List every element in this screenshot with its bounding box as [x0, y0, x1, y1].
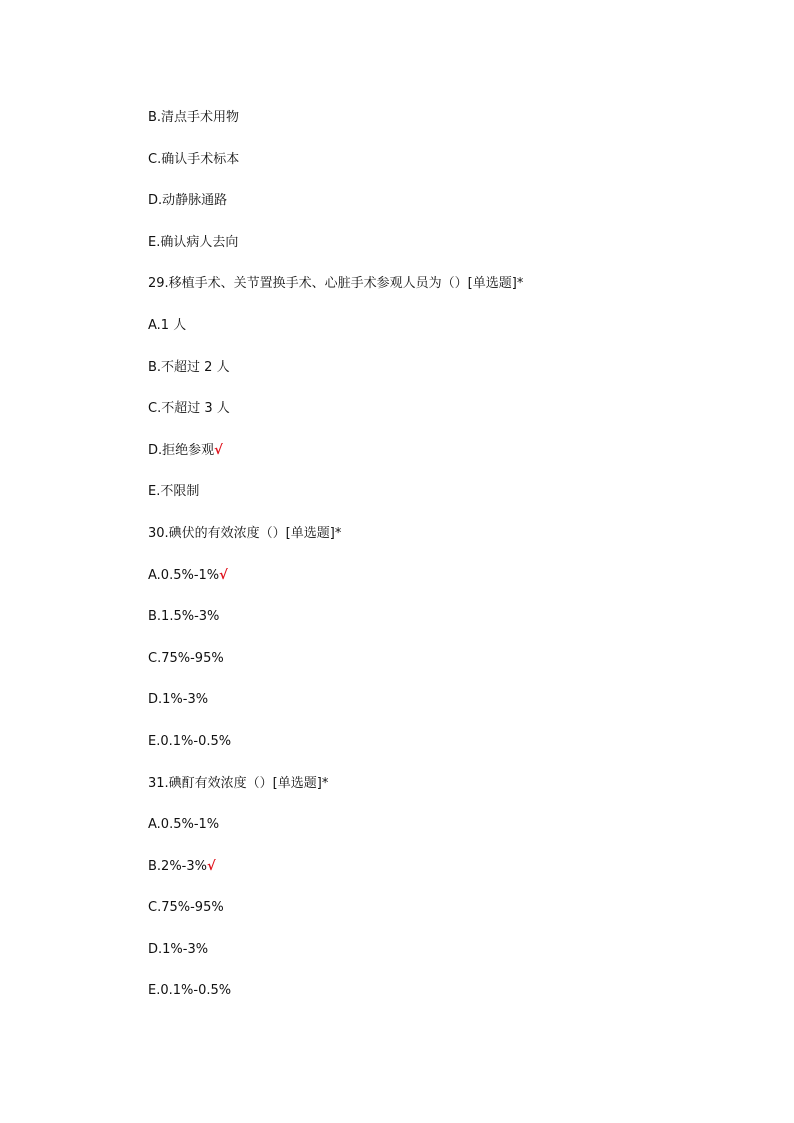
- line-text: A.1 人: [148, 317, 187, 333]
- line-text: B.2%-3%: [148, 858, 207, 874]
- option-line: [148, 565, 748, 607]
- line-text: A.0.5%-1%: [148, 817, 220, 833]
- line-text: D.动静脉通路: [148, 193, 228, 209]
- line-text: D.1%-3%: [148, 941, 209, 957]
- line-text: 29.移植手术、关节置换手术、心脏手术参观人员为（）[单选题]*: [148, 276, 524, 292]
- option-line: [148, 481, 748, 523]
- option-line: [148, 814, 748, 856]
- option-line: [148, 606, 748, 648]
- line-text: 31.碘酊有效浓度（）[单选题]*: [148, 775, 329, 791]
- option-line: [148, 315, 748, 357]
- correct-check-icon: √: [219, 567, 228, 583]
- option-line: [148, 939, 748, 981]
- option-line: [148, 648, 748, 690]
- option-line: [148, 190, 748, 232]
- question-line: [148, 523, 748, 565]
- line-text: C.75%-95%: [148, 650, 224, 666]
- document-page: [148, 107, 748, 1022]
- line-text: C.不超过 3 人: [148, 401, 230, 417]
- option-line: [148, 357, 748, 399]
- line-text: D.1%-3%: [148, 692, 209, 708]
- option-line: [148, 856, 748, 898]
- line-text: E.0.1%-0.5%: [148, 733, 232, 749]
- option-line: [148, 897, 748, 939]
- option-line: [148, 149, 748, 191]
- line-text: B.1.5%-3%: [148, 609, 220, 625]
- line-text: B.清点手术用物: [148, 110, 240, 125]
- option-line: [148, 232, 748, 274]
- line-text: 30.碘伏的有效浓度（）[单选题]*: [148, 525, 342, 541]
- option-line: [148, 398, 748, 440]
- option-line: [148, 107, 748, 149]
- line-text: B.不超过 2 人: [148, 359, 230, 375]
- option-line: [148, 731, 748, 773]
- option-line: [148, 689, 748, 731]
- line-text: D.拒绝参观: [148, 442, 215, 458]
- option-line: [148, 980, 748, 1022]
- line-text: A.0.5%-1%: [148, 567, 220, 583]
- line-text: C.75%-95%: [148, 900, 224, 916]
- correct-check-icon: √: [214, 442, 223, 458]
- line-text: E.确认病人去向: [148, 234, 239, 250]
- line-text: C.确认手术标本: [148, 151, 240, 167]
- line-text: E.不限制: [148, 484, 200, 500]
- question-line: [148, 773, 748, 815]
- line-text: E.0.1%-0.5%: [148, 983, 232, 999]
- question-line: [148, 273, 748, 315]
- option-line: [148, 440, 748, 482]
- correct-check-icon: √: [207, 858, 216, 874]
